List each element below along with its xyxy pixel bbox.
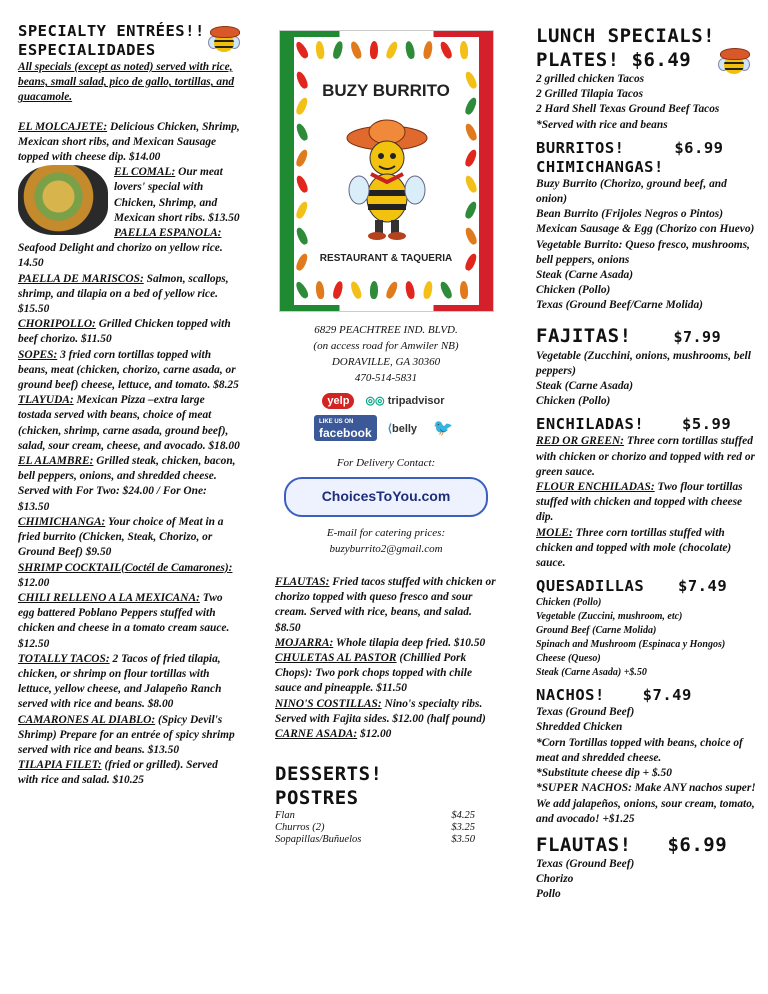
menu-item <box>18 120 240 166</box>
list-item: Buzy Burrito (Chorizo, ground beef, and onion) <box>536 177 727 206</box>
list-item: Bean Burrito (Frijoles Negros o Pintos) <box>536 208 724 221</box>
menu-item-desc: Grilled steak, chicken, bacon, bell peppers, onions, and shredded cheese. Served with For Two: $24.00 / For One: $13.50 <box>18 455 236 513</box>
flautas-title: FLAUTAS! $6.99 <box>536 833 728 856</box>
menu-item-desc: (Chillied Pork Chops): Two pork chops topped with chile sauce and pineapple. $11.50 <box>275 652 473 695</box>
facebook-logo[interactable]: LIKE US ON facebook <box>314 415 377 441</box>
list-item: *Substitute cheese dip + $.50 <box>536 767 672 780</box>
especialidades-title: ESPECIALIDADES <box>18 41 156 59</box>
menu-item <box>275 651 497 697</box>
delivery-label: For Delivery Contact: <box>336 457 436 469</box>
menu-item <box>18 515 240 561</box>
bee-mascot-icon <box>345 116 430 241</box>
dessert-row <box>275 810 475 822</box>
menu-item <box>275 575 497 636</box>
dessert-price: $4.25 <box>451 810 475 822</box>
menu-item-name: TILAPIA FILET: <box>18 759 102 772</box>
list-item: Steak (Carne Asada) +$.50 <box>536 667 647 679</box>
bee-mascot-icon <box>718 46 750 78</box>
burritos-title: BURRITOS! $6.99 <box>536 138 724 157</box>
flautas-price: $6.99 <box>667 833 728 856</box>
address-block <box>275 322 497 386</box>
menu-item <box>18 652 240 713</box>
list-item: Texas (Ground Beef) <box>536 706 635 719</box>
quesadillas-title: QUESADILLAS $7.49 <box>536 577 728 596</box>
middle-column <box>275 30 497 846</box>
twitter-bird-icon[interactable]: 🐦 <box>433 420 453 437</box>
menu-item-name: CHIMICHANGA: <box>18 515 106 528</box>
menu-item-name: CHILI RELLENO A LA MEXICANA: <box>18 591 200 604</box>
specialty-title: SPECIALTY ENTRÉES!! <box>18 22 205 40</box>
menu-item-desc: Seafood Delight and chorizo on yellow rice. 14.50 <box>18 242 223 270</box>
menu-item-name: EL COMAL: <box>114 166 176 179</box>
address-line: DORAVILLE, GA 30360 <box>331 356 441 368</box>
chili-pepper-icon <box>459 41 468 59</box>
menu-item-desc: 2 Tacos of fried tilapia, chicken, or shrimp on flour tortillas with lettuce, yellow cheese, and Jalapeño Ranch served with rice and beans. $8.00 <box>18 652 222 711</box>
flautas-list <box>536 857 758 903</box>
chimichangas-title: CHIMICHANGAS! <box>536 157 664 176</box>
burritos-price: $6.99 <box>674 138 724 157</box>
chili-pepper-icon <box>369 41 378 59</box>
list-item: Cheese (Queso) <box>536 653 601 665</box>
menu-item <box>18 591 240 652</box>
menu-item-name: CHULETAS AL PASTOR <box>275 652 397 665</box>
enchiladas-price: $5.99 <box>682 415 732 434</box>
nachos-list <box>536 705 758 827</box>
menu-item-name: CARNE ASADA: <box>275 728 358 741</box>
menu-item-desc: Delicious Chicken, Shrimp, Mexican short ribs, and Mexican Sausage topped with cheese dip. $14.00 <box>18 120 240 164</box>
menu-item-desc: Whole tilapia deep fried. $10.50 <box>335 636 486 649</box>
dessert-row <box>275 822 475 834</box>
list-item: Pollo <box>536 888 561 901</box>
enchilada-item <box>536 480 758 526</box>
list-item: 2 Hard Shell Texas Ground Beef Tacos <box>536 103 720 116</box>
menu-item-name: EL ALAMBRE: <box>18 455 94 468</box>
tripadvisor-logo[interactable]: ◎◎ tripadvisor <box>365 395 445 407</box>
menu-item <box>18 758 240 788</box>
menu-item-name: TLAYUDA: <box>18 394 74 407</box>
menu-item <box>18 272 240 318</box>
chili-pepper-icon <box>459 281 468 299</box>
dessert-name: Sopapillas/Buñuelos <box>275 834 362 846</box>
menu-item-desc: 3 fried corn tortillas topped with beans, meat (chicken, chorizo, carne asada, or ground beef) cheese, lettuce, and tomato. $8.25 <box>18 348 239 392</box>
fajitas-title: FAJITAS! $7.99 <box>536 324 722 347</box>
list-item: Steak (Carne Asada) <box>536 380 634 393</box>
list-item: Chicken (Pollo) <box>536 597 602 609</box>
menu-item-name: NINO'S COSTILLAS: <box>275 697 382 710</box>
quesadillas-price: $7.49 <box>678 577 728 596</box>
list-item: 2 Grilled Tilapia Tacos <box>536 88 644 101</box>
burritos-list <box>536 177 758 314</box>
plates-list <box>536 72 758 133</box>
menu-item-desc: $12.00 <box>18 576 50 589</box>
social-row-2 <box>275 415 497 441</box>
bee-mascot-icon <box>208 24 240 56</box>
address-line: (on access road for Amwiler NB) <box>313 340 459 352</box>
right-column <box>536 24 758 903</box>
desserts-title: DESSERTS! <box>275 763 383 786</box>
comal-photo <box>18 165 108 235</box>
list-item: Vegetable (Zucchini, onions, mushrooms, bell peppers) <box>536 349 751 377</box>
logo-title: BUZY BURRITO <box>322 81 450 100</box>
menu-item-name: SHRIMP COCKTAIL(Coctél de Camarones): <box>18 561 233 574</box>
address-line: 6829 PEACHTREE IND. BLVD. <box>314 324 458 336</box>
menu-item-name: SOPES: <box>18 348 58 361</box>
list-item: We add jalapeños, onions, sour cream, tomato, and avocado! +$1.25 <box>536 797 755 825</box>
mid-entree-list <box>275 575 497 742</box>
plates-title: PLATES! $6.49 <box>536 49 692 71</box>
dessert-row <box>275 834 475 846</box>
menu-item-name: PAELLA DE MARISCOS: <box>18 272 144 285</box>
list-item: *Served with rice and beans <box>536 118 668 131</box>
menu-item-desc: Grilled Chicken topped with beef chorizo. $11.50 <box>18 318 231 346</box>
enchilada-desc: Three corn tortillas stuffed with chicken and topped with mole (chocolate) sauce. <box>536 526 732 570</box>
menu-item-desc: Mexican Pizza –extra large tostada served with beans, choice of meat (chicken, shrimp, carne asada, ground beef), salad, sour cream, cheese, and avocado. $18.00 <box>18 394 240 452</box>
lunch-specials-title: LUNCH SPECIALS! <box>536 25 716 47</box>
belly-logo[interactable]: ⟨belly <box>387 422 418 435</box>
list-item: Steak (Carne Asada) <box>536 269 634 282</box>
menu-item <box>18 317 240 347</box>
nachos-price: $7.49 <box>642 686 692 705</box>
list-item: Chorizo <box>536 873 574 886</box>
list-item: Chicken (Pollo) <box>536 284 611 297</box>
enchilada-item <box>536 526 758 572</box>
menu-item-name: FLAUTAS: <box>275 576 330 588</box>
menu-item <box>18 393 240 454</box>
menu-item-desc: Nino's specialty ribs. Served with Fajita sides. $12.00 (half pound) <box>275 697 486 725</box>
enchilada-desc: Two flour tortillas stuffed with chicken and topped with cheese dip. <box>536 481 743 524</box>
list-item: Shredded Chicken <box>536 721 623 734</box>
enchilada-name: RED OR GREEN: <box>536 435 624 448</box>
menu-item-desc: (Spicy Devil's Shrimp) Prepare for an entrée of spicy shrimp served with rice and beans. $13.50 <box>18 713 235 756</box>
menu-item-desc: Fried tacos stuffed with chicken or chorizo topped with queso fresco and sour cream. Served with rice, beans, and salad. $8.50 <box>275 576 496 634</box>
list-item: Spinach and Mushroom (Espinaca y Hongos) <box>536 639 726 651</box>
enchilada-name: FLOUR ENCHILADAS: <box>536 481 655 494</box>
menu-item-name: MOJARRA: <box>275 636 334 649</box>
catering-email[interactable]: buzyburrito2@gmail.com <box>329 543 443 555</box>
menu-item-name: EL MOLCAJETE: <box>18 120 108 133</box>
phone-number: 470-514-5831 <box>354 372 418 384</box>
list-item: Texas (Ground Beef) <box>536 857 635 870</box>
list-item: *SUPER NACHOS: Make ANY nachos super! <box>536 782 756 795</box>
fajitas-list <box>536 349 758 410</box>
menu-item-desc: Our meat lovers' special with Chicken, Shrimp, and Mexican short ribs. $13.50 <box>114 166 240 224</box>
owl-icon: ◎◎ <box>365 395 385 407</box>
logo-subtitle: RESTAURANT & TAQUERIA <box>319 253 453 264</box>
specials-intro: All specials (except as noted) served with rice, beans, small salad, pico de gallo, tortillas, and guacamole. <box>18 61 235 104</box>
chili-pepper-icon <box>369 281 378 299</box>
choicestoyou-logo[interactable]: ChoicesToYou.com <box>284 477 488 517</box>
nachos-title: NACHOS! $7.49 <box>536 686 692 705</box>
menu-item-name: PAELLA ESPANOLA: <box>114 227 222 240</box>
menu-item-desc: Two egg battered Poblano Peppers stuffed with chicken and cheese in a tomato cream sauce. $12.50 <box>18 591 230 650</box>
dessert-price: $3.25 <box>451 822 475 834</box>
menu-item <box>275 697 497 727</box>
menu-item-desc: $12.00 <box>360 728 392 741</box>
desserts-table <box>275 810 475 846</box>
belly-icon: ⟨ <box>387 422 392 435</box>
menu-item <box>18 713 240 759</box>
enchiladas-title: ENCHILADAS! $5.99 <box>536 415 732 434</box>
list-item: Texas (Ground Beef/Carne Molida) <box>536 299 703 312</box>
catering-label: E-mail for catering prices: <box>326 527 446 539</box>
enchilada-item <box>536 434 758 480</box>
menu-item-desc: (fried or grilled). Served with rice and salad. $10.25 <box>18 759 218 787</box>
list-item: 2 grilled chicken Tacos <box>536 73 645 85</box>
enchilada-desc: Three corn tortillas stuffed with chicken or chorizo and topped with red or green sauce. <box>536 435 755 478</box>
fajitas-price: $7.99 <box>673 327 722 346</box>
menu-item-name: CHORIPOLLO: <box>18 318 96 331</box>
menu-item-name: TOTALLY TACOS: <box>18 652 110 665</box>
dessert-price: $3.50 <box>451 834 475 846</box>
dessert-name: Churros (2) <box>275 822 325 834</box>
dessert-name: Flan <box>275 810 295 822</box>
specialty-list <box>18 120 240 789</box>
menu-item <box>275 636 497 651</box>
menu-item-name: CAMARONES AL DIABLO: <box>18 713 156 726</box>
menu-item <box>18 348 240 394</box>
list-item: Vegetable Burrito: Queso fresco, mushrooms, bell peppers, onions <box>536 238 750 266</box>
yelp-logo[interactable]: yelp <box>322 393 354 409</box>
enchilada-name: MOLE: <box>536 526 573 539</box>
left-column <box>18 22 240 789</box>
social-row-1 <box>275 392 497 409</box>
menu-item <box>18 454 240 515</box>
list-item: Chicken (Pollo) <box>536 395 611 408</box>
list-item: Vegetable (Zuccini, mushroom, etc) <box>536 611 683 623</box>
menu-item <box>18 561 240 591</box>
menu-item <box>275 727 497 742</box>
menu-item-desc: Salmon, scallops, shrimp, and tilapia on a bed of yellow rice. $15.50 <box>18 272 229 316</box>
list-item: *Corn Tortillas topped with beans, choice of meat and shredded cheese. <box>536 736 743 764</box>
quesadillas-list <box>536 596 758 680</box>
list-item: Ground Beef (Carne Molida) <box>536 625 657 637</box>
menu-item-desc: Your choice of Meat in a fried burrito (Chicken, Steak, Chorizo, or Ground Beef) $9.50 <box>18 515 224 559</box>
postres-title: POSTRES <box>275 787 359 810</box>
enchiladas-list <box>536 434 758 571</box>
list-item: Mexican Sausage & Egg (Chorizo con Huevo) <box>536 223 755 236</box>
restaurant-logo <box>279 30 494 312</box>
